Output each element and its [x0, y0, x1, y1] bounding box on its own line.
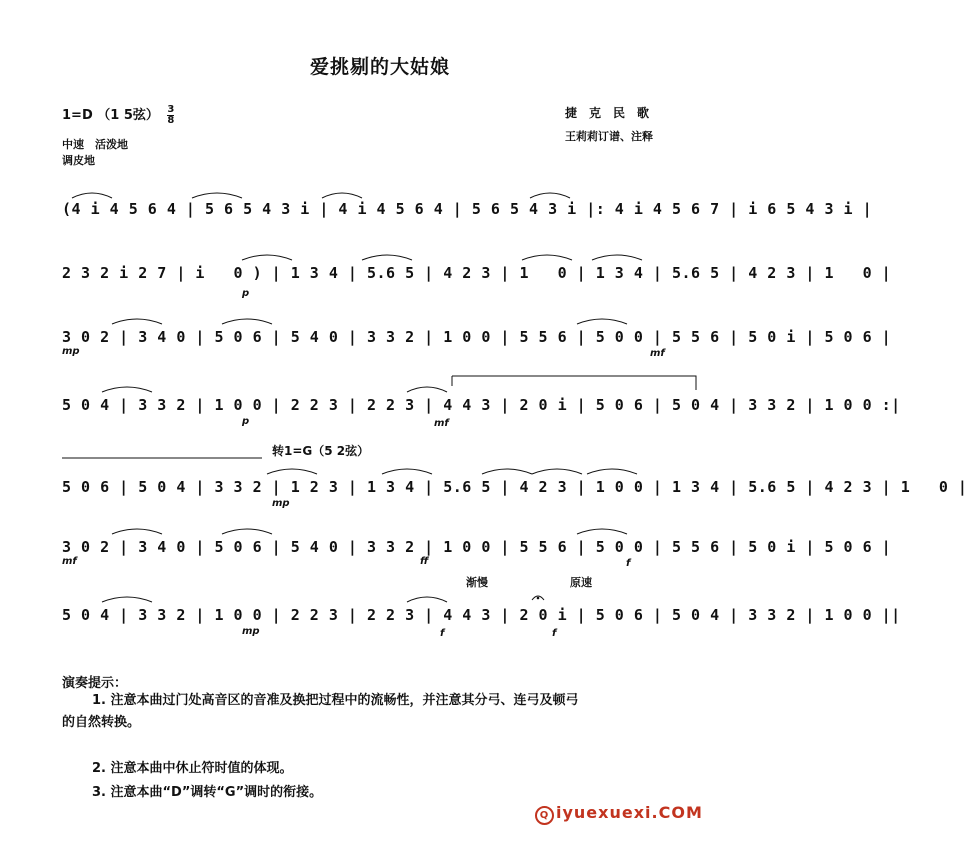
score-system-4 [62, 382, 901, 429]
hints-heading: 演奏提示： [62, 676, 128, 691]
key-signature [62, 104, 174, 126]
dynamic-mark: mp [242, 626, 260, 637]
key-text: 1=D （1 5弦） [62, 108, 159, 123]
dynamic-mark: ff [420, 556, 429, 567]
notation-line: 5 0 6 | 5 0 4 | 3 3 2 | 1 2 3 | 1 3 4 | 5.6 5 | 4 2 3 | 1 0 0 | 1 3 4 | 5.6 5 | 4 2 3 | 1 0 | [62, 478, 967, 496]
watermark-logo-icon: Q [535, 806, 554, 825]
site-watermark [535, 803, 703, 825]
notation-line: 5 0 4 | 3 3 2 | 1 0 0 | 2 2 3 | 2 2 3 | 4 4 3 | 2 0 i | 5 0 6 | 5 0 4 | 3 3 2 | 1 0 0 :| [62, 396, 901, 414]
tempo-marking: 中速 活泼地 [62, 138, 128, 151]
notation-line: 3 0 2 | 3 4 0 | 5 0 6 | 5 4 0 | 3 3 2 | 1 0 0 | 5 5 6 | 5 0 0 | 5 5 6 | 5 0 i | 5 0 6 | [62, 328, 892, 346]
notation-line: 3 0 2 | 3 4 0 | 5 0 6 | 5 4 0 | 3 3 2 | 1 0 0 | 5 5 6 | 5 0 0 | 5 5 6 | 5 0 i | 5 0 6 | [62, 538, 892, 556]
dynamic-mark: p [242, 288, 250, 299]
watermark-text: iyuexuexi.COM [556, 803, 703, 822]
notation-line: (4 i 4 5 6 4 | 5 6 5 4 3 i | 4 i 4 5 6 4 | 5 6 5 4 3 i |: 4 i 4 5 6 7 | i 6 5 4 3 i | [62, 200, 873, 218]
notation-line: 5 0 4 | 3 3 2 | 1 0 0 | 2 2 3 | 2 2 3 | 4 4 3 | 2 0 i | 5 0 6 | 5 0 4 | 3 3 2 | 1 0 0 || [62, 606, 901, 624]
dynamic-mark: mp [62, 346, 80, 357]
dynamic-mark: p [242, 416, 250, 427]
arranger-credit: 王莉莉订谱、注释 [565, 130, 653, 143]
character-marking: 调皮地 [62, 154, 95, 167]
dynamic-mark: f [552, 628, 557, 639]
expression-gradual-slow: 渐慢 [466, 576, 488, 589]
song-origin: 捷克民歌 [565, 106, 662, 120]
dynamic-mark: mf [650, 348, 665, 359]
hint-item-1: 1. 注意本曲过门处高音区的音准及换把过程中的流畅性，并注意其分弓、连弓及顿弓 [92, 693, 579, 708]
dynamic-mark: f [626, 558, 631, 569]
hint-item-1-continued: 的自然转换。 [62, 715, 141, 730]
dynamic-mark: mf [62, 556, 77, 567]
score-system-7 [62, 592, 901, 639]
dynamic-mark: mf [434, 418, 449, 429]
time-signature: $\frac{3}{8}$ [167, 104, 175, 126]
expression-original-tempo: 原速 [570, 576, 592, 589]
score-system-6 [62, 524, 892, 569]
hint-item-3: 3. 注意本曲“D”调转“G”调时的衔接。 [92, 785, 323, 800]
score-system-3 [62, 314, 892, 359]
modulation-marking: 转1=G（5 2弦） [272, 444, 370, 458]
score-system-5 [62, 464, 967, 509]
dynamic-mark: mp [272, 498, 290, 509]
notation-line: 2 3 2 i 2 7 | i 0 ) | 1 3 4 | 5.6 5 | 4 2 3 | 1 0 | 1 3 4 | 5.6 5 | 4 2 3 | 1 0 | [62, 264, 892, 282]
score-title: 爱挑剔的大姑娘 [309, 56, 450, 78]
hint-item-2: 2. 注意本曲中休止符时值的体现。 [92, 761, 293, 776]
dynamic-mark: f [440, 628, 445, 639]
score-system-1 [62, 186, 873, 230]
score-system-2 [62, 250, 892, 299]
